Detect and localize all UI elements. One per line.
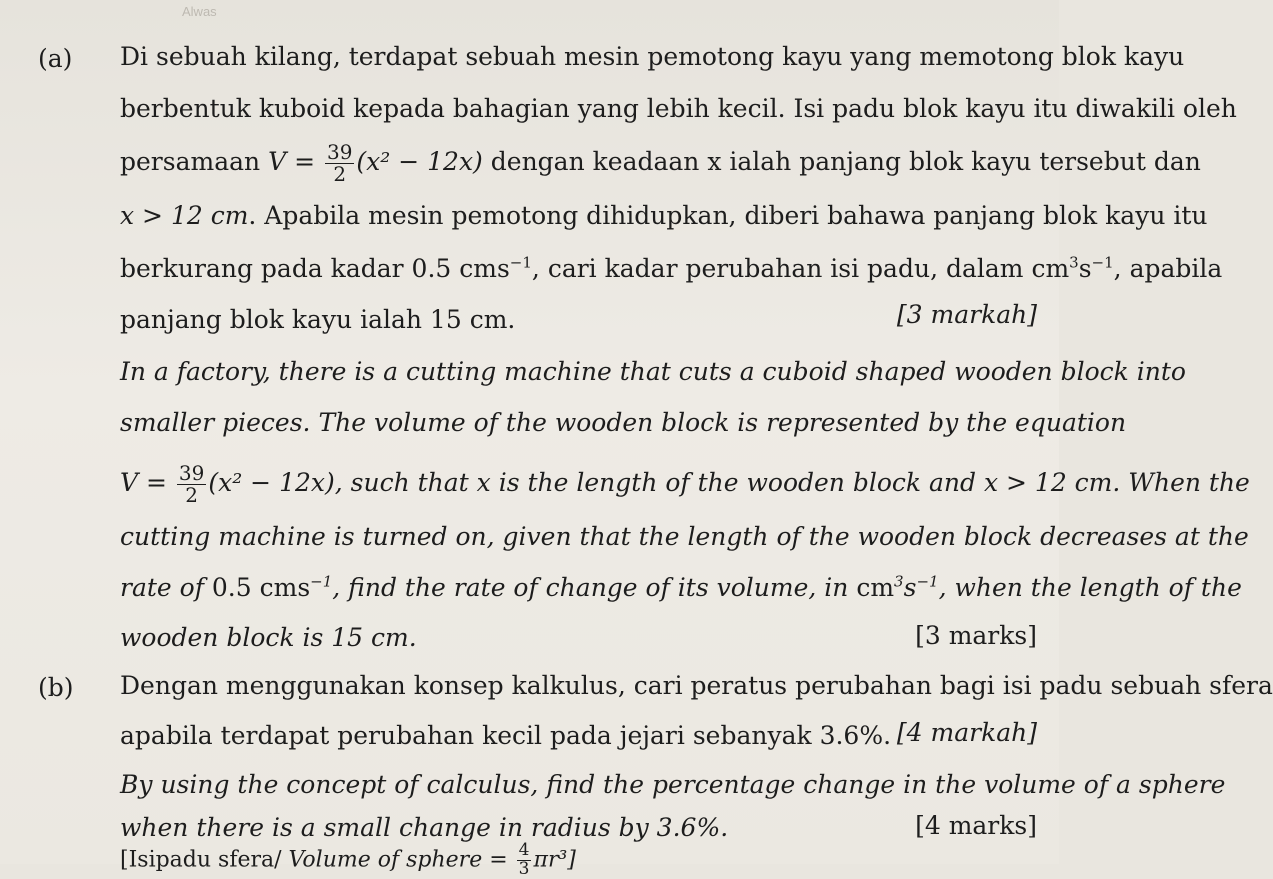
equation-lhs-en: V =: [120, 468, 167, 497]
part-a-english-line6: wooden block is 15 cm.: [120, 623, 417, 652]
text-when-length: , when the length of the: [938, 573, 1242, 602]
part-a-english-line1: In a factory, there is a cutting machine that cuts a cuboid shaped wooden block into: [120, 357, 1186, 386]
condition-x-gt-12: x > 12 cm: [120, 201, 249, 230]
condition-x-gt-12-en: x > 12 cm: [983, 468, 1113, 497]
rate-value-en: 0.5 cms: [211, 573, 311, 602]
part-b-label: (b): [38, 673, 74, 702]
part-a-malay-line3: [120, 142, 1201, 185]
formula-equals: =: [489, 847, 508, 873]
formula-tail: πr³]: [533, 847, 576, 873]
fraction-denominator: 2: [333, 162, 347, 186]
part-b-english-line1: By using the concept of calculus, find the percentage change in the volume of a sphere: [120, 770, 1226, 799]
unit-cm: cm: [1031, 254, 1070, 283]
text-find-rate: , find the rate of change of its volume, in: [332, 573, 849, 602]
part-b-english-line2: when there is a small change in radius by 3.6%.: [120, 813, 729, 842]
part-a-marks-malay: [3 markah]: [896, 300, 1037, 329]
part-b-malay-line1: Dengan menggunakan konsep kalkulus, cari peratus perubahan bagi isi padu sebuah sfera: [120, 671, 1273, 700]
fraction-denominator-en: 2: [185, 483, 198, 507]
equation-body: (x² − 12x): [356, 147, 483, 176]
part-a-english-line3: [120, 463, 1250, 506]
equation-lhs: V =: [268, 147, 316, 176]
equation-fraction-en: [177, 463, 206, 506]
fraction-numerator: 39: [326, 140, 353, 164]
text-when-the: . When the: [1112, 468, 1250, 497]
text-persamaan: persamaan: [120, 147, 261, 176]
text-dengan-keadaan: dengan keadaan x ialah panjang blok kayu tersebut dan: [490, 147, 1201, 176]
part-b-malay-line2: apabila terdapat perubahan kecil pada jejari sebanyak 3.6%.: [120, 721, 892, 750]
formula-fraction: [517, 842, 532, 879]
faint-handwritten-mark: Alwas: [182, 4, 217, 19]
unit-cm-en: cm: [856, 573, 895, 602]
part-a-label: (a): [38, 44, 73, 73]
part-b-marks-malay: [4 markah]: [896, 718, 1037, 747]
formula-malay-label: [Isipadu sfera/: [120, 847, 282, 873]
text-berkurang: berkurang pada kadar: [120, 254, 404, 283]
text-such-that: , such that x is the length of the wooden block and: [334, 468, 977, 497]
part-a-malay-line2: berbentuk kuboid kepada bahagian yang lebih kecil. Isi padu blok kayu itu diwakili oleh: [120, 94, 1237, 123]
part-a-malay-line6: panjang blok kayu ialah 15 cm.: [120, 305, 516, 334]
text-rate-of: rate of: [120, 573, 204, 602]
part-a-marks-english: [3 marks]: [915, 621, 1037, 650]
equation-fraction: [325, 142, 354, 185]
part-a-malay-line4: [120, 203, 1208, 228]
part-a-english-line4: cutting machine is turned on, given that the length of the wooden block decreases at the: [120, 522, 1249, 551]
text-apabila: , apabila: [1113, 254, 1223, 283]
rate-value: 0.5 cms: [411, 254, 510, 283]
text-cari-kadar: , cari kadar perubahan isi padu, dalam: [531, 254, 1024, 283]
formula-english-label: Volume of sphere: [288, 847, 483, 873]
part-a-malay-line5: berkurang pada kadar 0.5 cms$^{-1}$, cari kadar perubahan isi padu, dalam $cm^3s^{-1}$, apabila: [120, 253, 1223, 283]
equation-body-en: (x² − 12x): [208, 468, 335, 497]
part-a-english-line2: smaller pieces. The volume of the wooden block is represented by the equation: [120, 408, 1127, 437]
sphere-volume-formula: [120, 842, 576, 879]
part-a-malay-line1: Di sebuah kilang, terdapat sebuah mesin pemotong kayu yang memotong blok kayu: [120, 42, 1185, 71]
fraction-numerator-en: 39: [178, 461, 205, 485]
formula-denominator: 3: [518, 858, 530, 879]
formula-numerator: 4: [518, 840, 530, 860]
part-b-marks-english: [4 marks]: [915, 811, 1037, 840]
text-apabila-mesin: . Apabila mesin pemotong dihidupkan, diberi bahawa panjang blok kayu itu: [248, 201, 1208, 230]
part-a-english-line5: rate of 0.5 cms$^{-1}$, find the rate of change of its volume, in $cm^3s^{-1}$, when the length of the: [120, 572, 1242, 602]
